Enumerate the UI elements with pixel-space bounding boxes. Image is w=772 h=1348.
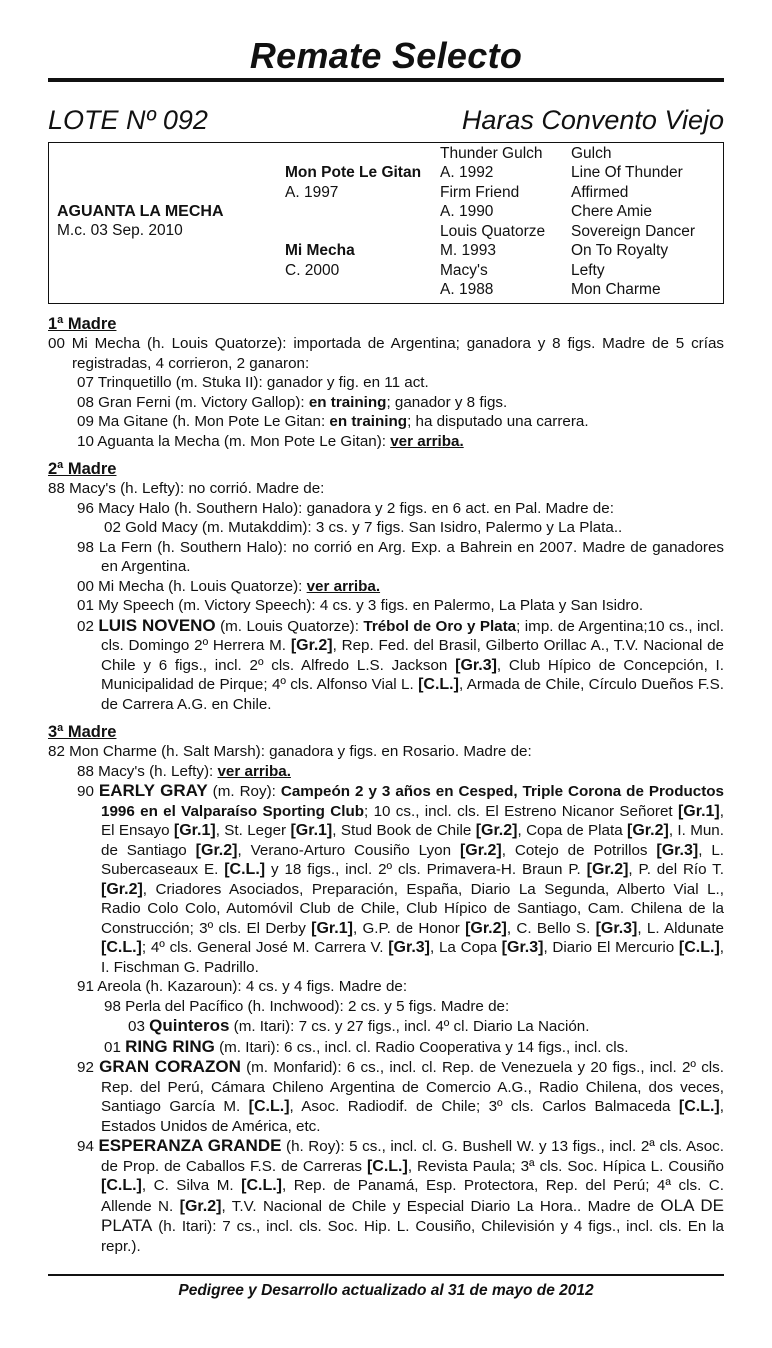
list-item: 91 Areola (h. Kazaroun): 4 cs. y 4 figs. Madre de: — [77, 978, 408, 995]
list-item: 03 Quinteros (m. Itari): 7 cs. y 27 figs., incl. 4º cl. Diario La Nación. — [128, 1016, 590, 1035]
gen2-cell: Macy's — [440, 262, 488, 279]
breeder-name: Haras Convento Viejo — [461, 105, 724, 135]
list-item: 88 Macy's (h. Lefty): no corrió. Madre de: — [48, 480, 325, 497]
list-item: 82 Mon Charme (h. Salt Marsh): ganadora y figs. en Rosario. Madre de: — [48, 743, 532, 760]
gen3-cell: Chere Amie — [571, 203, 652, 220]
gen3-cell: Mon Charme — [571, 281, 661, 298]
section-heading: 2ª Madre — [48, 460, 117, 478]
lot-number: LOTE Nº 092 — [48, 105, 208, 135]
list-item: 01 My Speech (m. Victory Speech): 4 cs. y 3 figs. en Palermo, La Plata y San Isidro. — [77, 597, 644, 614]
title-rule — [48, 78, 724, 82]
footer-rule — [48, 1274, 724, 1276]
gen2-cell: M. 1993 — [440, 242, 497, 259]
section-entries — [48, 479, 724, 714]
section-heading: 1ª Madre — [48, 315, 117, 333]
list-item: 02 LUIS NOVENO (m. Louis Quatorze): Trébol de Oro y Plata; imp. de Argentina;10 cs., incl. cls. Domingo 2º Herrera M. [Gr.2], Rep. Fed. del Brasil, Gilberto Orillac A., T.V. Nacional de Chile y 6 figs., incl. 2º cls. Alfredo L.S. Jackson [Gr.3], Club Hípico de Concepción, I. Municipalidad de Pirque; 4º cls. Alfonso Vial L. [C.L.], Armada de Chile, Círculo Dueños F.S. de Carrera A.G. en Chile. — [77, 615, 725, 713]
gen2-cell: Firm Friend — [440, 184, 520, 201]
list-item: 07 Trinquetillo (m. Stuka II): ganador y fig. en 11 act. — [77, 374, 429, 391]
page-footer: Pedigree y Desarrollo actualizado al 31 de mayo de 2012 — [178, 1282, 594, 1299]
gen2-cell: Thunder Gulch — [440, 145, 543, 162]
list-item: 02 Gold Macy (m. Mutakddim): 3 cs. y 7 figs. San Isidro, Palermo y La Plata.. — [104, 519, 623, 536]
gen2-cell: A. 1992 — [440, 164, 494, 181]
document-page — [48, 36, 724, 1256]
list-item: 94 ESPERANZA GRANDE (h. Roy): 5 cs., incl. cl. G. Bushell W. y 13 figs., incl. 2ª cls. Asoc. de Prop. de Caballos F.S. de Carreras [C.L.], Revista Paula; 3ª cls. Soc. Hípica L. Cousiño [C.L.], C. Silva M. [C.L.], Rep. de Panamá, Esp. Protectora, Rep. del Perú; 4ª cls. C. Allende N. [Gr.2], T.V. Nacional de Chile y Especial Diario La Hora.. Madre de OLA DE PLATA (h. Itari): 7 cs., incl. cls. Soc. Hip. L. Cousiño, Chilevisión y 4 figs., incl. cls. En la repr.). — [77, 1136, 725, 1255]
dam-info: C. 2000 — [285, 262, 340, 279]
gen3-cell: Gulch — [571, 145, 612, 162]
list-item: 98 Perla del Pacífico (h. Inchwood): 2 cs. y 5 figs. Madre de: — [104, 997, 510, 1015]
sire-name: Mon Pote Le Gitan — [285, 164, 422, 181]
list-item: 01 RING RING (m. Itari): 6 cs., incl. cl. Radio Cooperativa y 14 figs., incl. cls. — [104, 1036, 629, 1056]
sire-info: A. 1997 — [285, 184, 339, 201]
list-item: 90 EARLY GRAY (m. Roy): Campeón 2 y 3 años en Cesped, Triple Corona de Productos 1996 en el Valparaíso Sporting Club; 10 cs., incl. cls. El Estreno Nicanor Señoret [Gr.1], El Ensayo [Gr.1], St. Leger [Gr.1], Stud Book de Chile [Gr.2], Copa de Plata [Gr.2], I. Mun. de Santiago [Gr.2], Verano-Arturo Cousiño Lyon [Gr.2], Cotejo de Potrillos [Gr.3], L. Subercaseaux E. [C.L.] y 18 figs., incl. 2º cls. Primavera-H. Braun P. [Gr.2], P. del Río T. [Gr.2], Criadores Asociados, Preparación, España, Diario La Segunda, Alberto Vial L., Radio Colo Colo, Automóvil Club de Chile, Club Hípico de Santiago, Cam. Chilena de la Construcción; 3º cls. El Derby [Gr.1], G.P. de Honor [Gr.2], C. Bello S. [Gr.3], L. Aldunate [C.L.]; 4º cls. General José M. Carrera V. [Gr.3], La Copa [Gr.3], Diario El Mercurio [C.L.], I. Fischman G. Padrillo. — [77, 781, 725, 976]
list-item: 00 Mi Mecha (h. Louis Quatorze): ver arriba. — [77, 577, 381, 595]
list-item: 10 Aguanta la Mecha (m. Mon Pote Le Gitan): ver arriba. — [77, 432, 464, 450]
list-item: 08 Gran Ferni (m. Victory Gallop): en training; ganador y 8 figs. — [77, 393, 508, 411]
list-item: 96 Macy Halo (h. Southern Halo): ganadora y 2 figs. en 6 act. en Pal. Madre de: — [77, 499, 614, 517]
section-entries — [48, 742, 724, 1256]
gen2-cell: A. 1990 — [440, 203, 494, 220]
dam-name: Mi Mecha — [285, 242, 355, 259]
list-item: 98 La Fern (h. Southern Halo): no corrió en Arg. Exp. a Bahrein en 2007. Madre de ganadores en Argentina. — [77, 538, 724, 575]
gen2-cell: Louis Quatorze — [440, 223, 546, 240]
lot-header — [48, 104, 724, 136]
list-item: 88 Macy's (h. Lefty): ver arriba. — [77, 762, 291, 780]
gen3-cell: Sovereign Dancer — [571, 223, 696, 240]
gen3-cell: Affirmed — [571, 184, 629, 201]
list-item: 00 Mi Mecha (h. Louis Quatorze): importada de Argentina; ganadora y 8 figs. Madre de 5 crías registradas, 4 corrieron, 2 ganaron: — [48, 335, 724, 372]
pedigree-table — [48, 142, 724, 304]
gen3-cell: On To Royalty — [571, 242, 669, 259]
gen3-cell: Line Of Thunder — [571, 164, 683, 181]
gen3-cell: Lefty — [571, 262, 605, 279]
section-heading: 3ª Madre — [48, 723, 117, 741]
horse-info: M.c. 03 Sep. 2010 — [57, 222, 183, 239]
horse-name: AGUANTA LA MECHA — [57, 203, 224, 220]
list-item: 09 Ma Gitane (h. Mon Pote Le Gitan: en training; ha disputado una carrera. — [77, 413, 589, 430]
list-item: 92 GRAN CORAZON (m. Monfarid): 6 cs., incl. cl. Rep. de Venezuela y 20 figs., incl. 2º cls. Rep. del Perú, Cámara Chileno Argentina de Comercio A.G., Radio Chilena, dos veces, Santiago García M. [C.L.], Asoc. Radiodif. de Chile; 3º cls. Carlos Balmaceda [C.L.], Estados Unidos de América, etc. — [77, 1057, 724, 1135]
page-title: Remate Selecto — [249, 35, 523, 76]
section-entries — [48, 334, 724, 451]
gen2-cell: A. 1988 — [440, 281, 494, 298]
